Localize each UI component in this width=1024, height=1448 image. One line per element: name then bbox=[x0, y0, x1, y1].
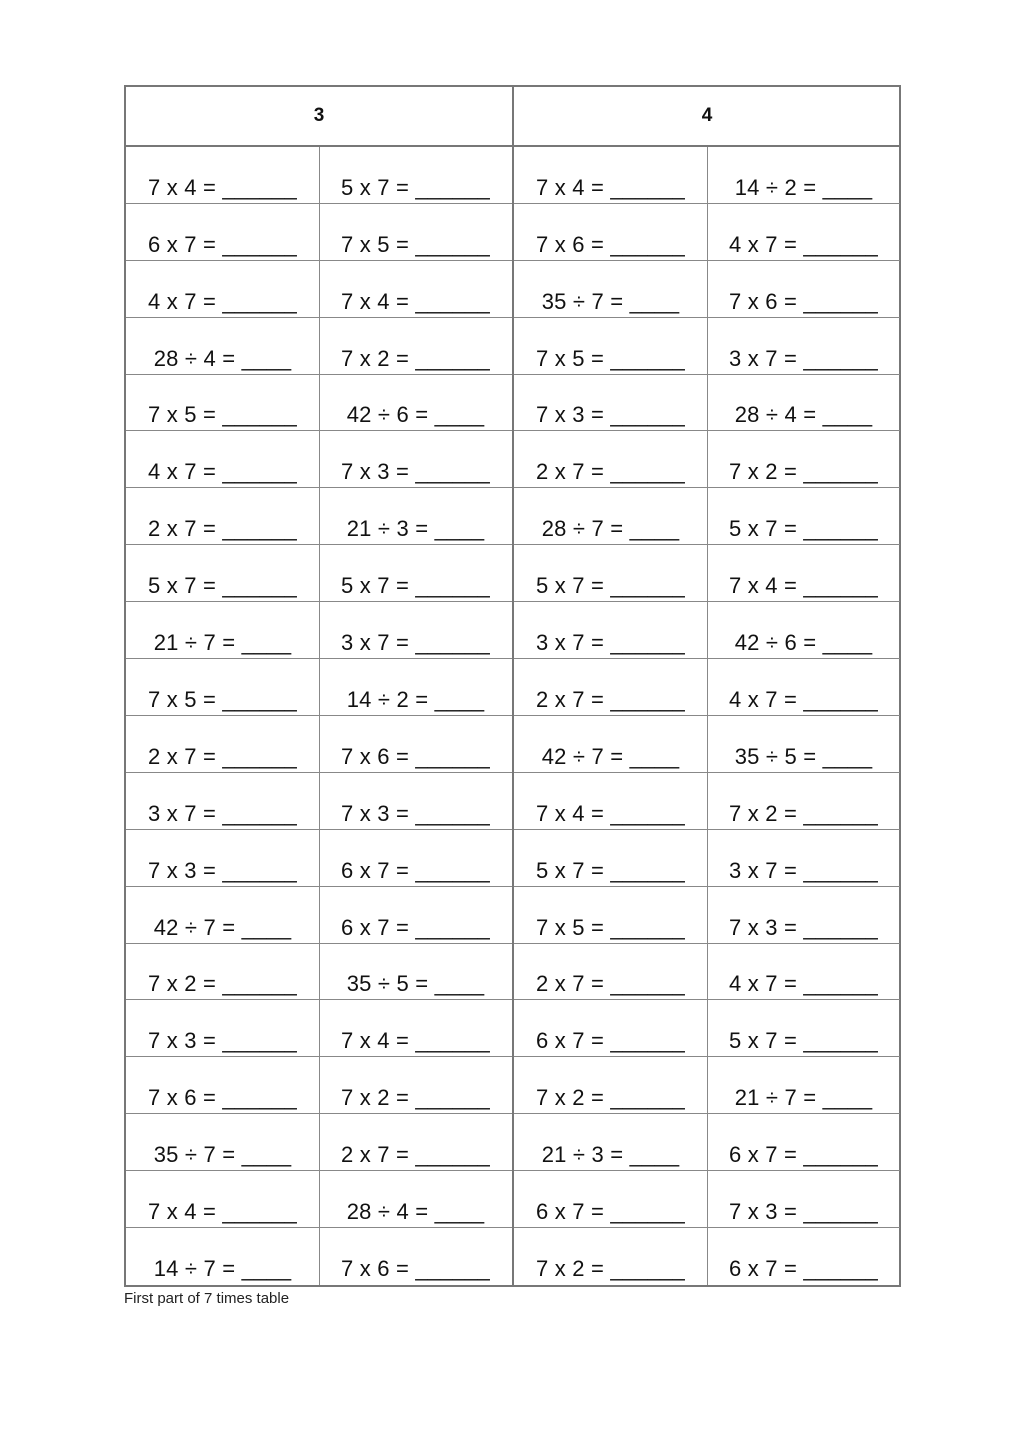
problem-cell: 42 ÷ 7 = ____ bbox=[541, 743, 680, 769]
problem-cell: 5 x 7 = ______ bbox=[341, 174, 490, 200]
problem-cell: 7 x 4 = ______ bbox=[341, 1028, 490, 1054]
problem-cell: 7 x 2 = ______ bbox=[536, 1085, 685, 1111]
problem-cell: 28 ÷ 4 = ____ bbox=[153, 345, 292, 371]
problem-cell: 7 x 5 = ______ bbox=[536, 345, 685, 371]
problem-cell: 7 x 4 = ______ bbox=[148, 174, 297, 200]
problem-cell: 7 x 5 = ______ bbox=[148, 402, 297, 428]
problem-cell: 3 x 7 = ______ bbox=[536, 630, 685, 656]
problem-cell: 5 x 7 = ______ bbox=[729, 516, 878, 542]
problem-cell: 2 x 7 = ______ bbox=[536, 686, 685, 712]
problem-cell: 7 x 3 = ______ bbox=[341, 459, 490, 485]
problem-cell: 3 x 7 = ______ bbox=[341, 630, 490, 656]
problem-cell: 7 x 3 = ______ bbox=[729, 1199, 878, 1225]
problem-cell: 7 x 3 = ______ bbox=[148, 857, 297, 883]
problem-cell: 7 x 5 = ______ bbox=[148, 686, 297, 712]
problem-cell: 28 ÷ 4 = ____ bbox=[734, 402, 873, 428]
problem-cell: 7 x 2 = ______ bbox=[341, 1085, 490, 1111]
problem-cell: 21 ÷ 3 = ____ bbox=[541, 1142, 680, 1168]
problem-cell: 7 x 4 = ______ bbox=[536, 800, 685, 826]
problem-cell: 7 x 6 = ______ bbox=[341, 1255, 490, 1281]
problem-cell: 6 x 7 = ______ bbox=[729, 1142, 878, 1168]
problem-cell: 2 x 7 = ______ bbox=[148, 743, 297, 769]
header-divider bbox=[126, 145, 899, 147]
problem-cell: 28 ÷ 4 = ____ bbox=[346, 1199, 485, 1225]
problem-cell: 4 x 7 = ______ bbox=[148, 459, 297, 485]
problem-cell: 14 ÷ 2 = ____ bbox=[346, 686, 485, 712]
problem-cell: 7 x 4 = ______ bbox=[729, 573, 878, 599]
problem-cell: 4 x 7 = ______ bbox=[729, 231, 878, 257]
problem-cell: 5 x 7 = ______ bbox=[148, 573, 297, 599]
problem-cell: 35 ÷ 7 = ____ bbox=[541, 288, 680, 314]
problem-cell: 7 x 3 = ______ bbox=[148, 1028, 297, 1054]
column-divider bbox=[707, 147, 708, 1285]
problem-cell: 7 x 5 = ______ bbox=[341, 231, 490, 257]
problem-cell: 2 x 7 = ______ bbox=[148, 516, 297, 542]
problem-cell: 7 x 5 = ______ bbox=[536, 914, 685, 940]
problem-cell: 3 x 7 = ______ bbox=[729, 345, 878, 371]
column-divider bbox=[319, 147, 320, 1285]
problem-cell: 6 x 7 = ______ bbox=[536, 1199, 685, 1225]
problem-cell: 2 x 7 = ______ bbox=[536, 459, 685, 485]
problem-cell: 6 x 7 = ______ bbox=[536, 1028, 685, 1054]
problem-cell: 7 x 3 = ______ bbox=[341, 800, 490, 826]
problem-cell: 6 x 7 = ______ bbox=[341, 914, 490, 940]
problem-cell: 35 ÷ 5 = ____ bbox=[734, 743, 873, 769]
problem-cell: 3 x 7 = ______ bbox=[729, 857, 878, 883]
problem-cell: 2 x 7 = ______ bbox=[536, 971, 685, 997]
problem-cell: 5 x 7 = ______ bbox=[536, 857, 685, 883]
problem-cell: 5 x 7 = ______ bbox=[341, 573, 490, 599]
problem-cell: 14 ÷ 7 = ____ bbox=[153, 1255, 292, 1281]
problem-cell: 28 ÷ 7 = ____ bbox=[541, 516, 680, 542]
problem-cell: 7 x 2 = ______ bbox=[341, 345, 490, 371]
problem-cell: 5 x 7 = ______ bbox=[729, 1028, 878, 1054]
problem-cell: 7 x 4 = ______ bbox=[341, 288, 490, 314]
problem-cell: 7 x 6 = ______ bbox=[536, 231, 685, 257]
problem-cell: 5 x 7 = ______ bbox=[536, 573, 685, 599]
problem-cell: 7 x 2 = ______ bbox=[536, 1255, 685, 1281]
worksheet-table bbox=[124, 85, 901, 1287]
problem-cell: 7 x 4 = ______ bbox=[148, 1199, 297, 1225]
problem-cell: 21 ÷ 3 = ____ bbox=[346, 516, 485, 542]
problem-cell: 7 x 3 = ______ bbox=[729, 914, 878, 940]
footnote: First part of 7 times table bbox=[124, 1290, 290, 1307]
problem-cell: 35 ÷ 5 = ____ bbox=[346, 971, 485, 997]
problem-cell: 4 x 7 = ______ bbox=[729, 971, 878, 997]
section-heading: 4 bbox=[701, 105, 713, 126]
problem-cell: 7 x 3 = ______ bbox=[536, 402, 685, 428]
problem-cell: 7 x 2 = ______ bbox=[148, 971, 297, 997]
problem-cell: 6 x 7 = ______ bbox=[148, 231, 297, 257]
problem-cell: 21 ÷ 7 = ____ bbox=[734, 1085, 873, 1111]
problem-cell: 42 ÷ 7 = ____ bbox=[153, 914, 292, 940]
problem-cell: 14 ÷ 2 = ____ bbox=[734, 174, 873, 200]
problem-cell: 7 x 6 = ______ bbox=[148, 1085, 297, 1111]
problem-cell: 2 x 7 = ______ bbox=[341, 1142, 490, 1168]
problem-cell: 42 ÷ 6 = ____ bbox=[734, 630, 873, 656]
problem-cell: 3 x 7 = ______ bbox=[148, 800, 297, 826]
problem-cell: 35 ÷ 7 = ____ bbox=[153, 1142, 292, 1168]
problem-cell: 7 x 4 = ______ bbox=[536, 174, 685, 200]
problem-cell: 6 x 7 = ______ bbox=[341, 857, 490, 883]
problem-cell: 6 x 7 = ______ bbox=[729, 1255, 878, 1281]
section-heading: 3 bbox=[313, 105, 325, 126]
problem-cell: 7 x 2 = ______ bbox=[729, 800, 878, 826]
problem-cell: 21 ÷ 7 = ____ bbox=[153, 630, 292, 656]
problem-cell: 4 x 7 = ______ bbox=[148, 288, 297, 314]
problem-cell: 7 x 2 = ______ bbox=[729, 459, 878, 485]
problem-cell: 7 x 6 = ______ bbox=[729, 288, 878, 314]
problem-cell: 7 x 6 = ______ bbox=[341, 743, 490, 769]
problem-cell: 4 x 7 = ______ bbox=[729, 686, 878, 712]
problem-cell: 42 ÷ 6 = ____ bbox=[346, 402, 485, 428]
